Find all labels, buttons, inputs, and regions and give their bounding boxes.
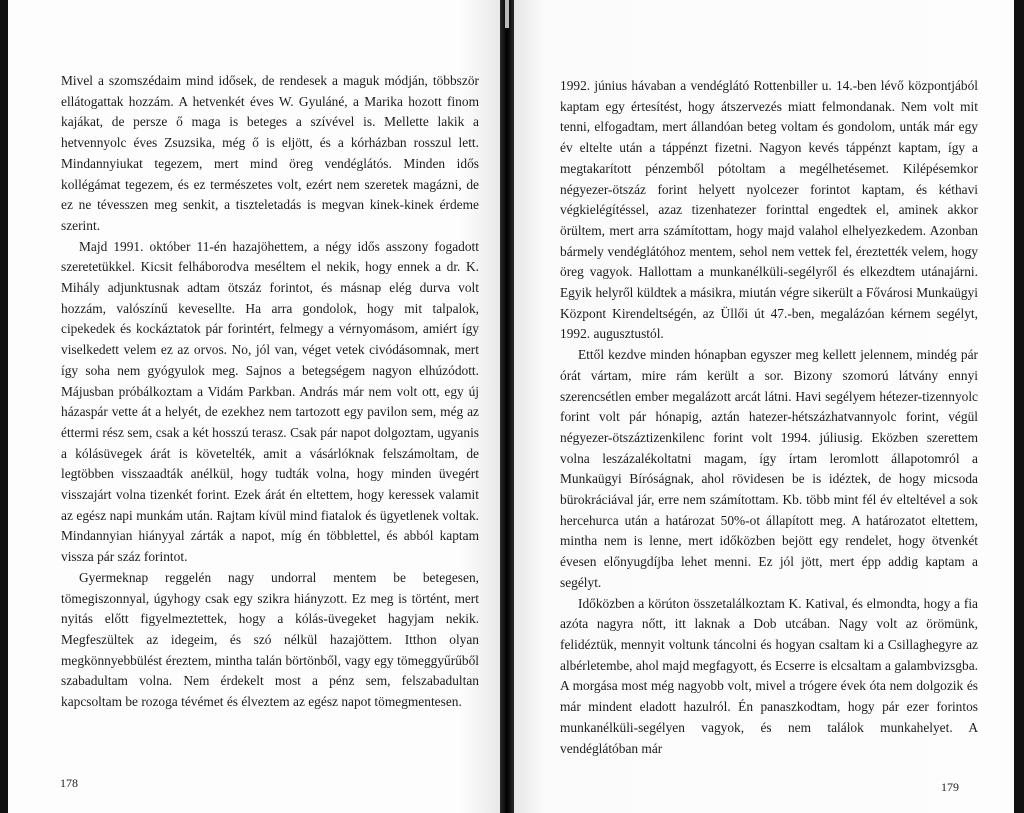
page-number-right: 179 (941, 780, 959, 794)
binding-mark (505, 0, 509, 28)
paragraph: Időközben a körúton összetalálkoztam K. Katival, és elmondta, hogy a fia azóta nagyra nőtt, itt laknak a Dob utcában. Nagy volt az örömünk, felidéztük, mennyit voltunk táncolni és hogyan csaltam ki a Csillaghegyre az albérletembe, ahol majd megfagyott, és Ecserre is elcsaltam a galambvizsgba. A morgása most még nagyobb volt, mivel a trógere évek óta nem dolgozik és már mindent eladott hazulról. Én panaszkodtam, hogy pár ezer forintos munkanélküli-segélyen vagyok, és nem találok munkahelyet. A vendéglátóban már (560, 595, 978, 756)
left-page-text (61, 71, 479, 713)
paragraph: Gyermeknap reggelén nagy undorral mentem be betegesen, tömegiszonnyal, úgyhogy csak egy szikra hiányzott. Ez meg is történt, mert nyitás előtt figyelmeztettek, hogy a kólás-üvegeket hagyjam nekik. Megfeszültek az idegeim, és szó nélkül hazajöttem. Itthon olyan megkönnyebbülést éreztem, mintha talán börtönből, vagy egy tömeggyűrűből szabadultam volna. Nem érdekelt most a pénz sem, felszabadultan kapcsoltam be rozoga tévémet és élveztem az egész napot tömegmentesen. (61, 569, 479, 710)
left-page (8, 0, 500, 813)
paragraph: Ettől kezdve minden hónapban egyszer meg kellett jelennem, mindég pár órát vártam, mire rám került a sor. Bizony szomorú látvány ennyi szerencsétlen ember megalázott arcát látni. Havi segélyem hétezer-tizennyolc forint volt pár hónapig, aztán hatezer-hétszázhatvannyolc forint, végül négyezer-ötszáztizenkilenc forint volt 1994. júliusig. Eközben szerettem volna leszázalékoltatni magam, így írtam leromlott állapotomról a Munkaügyi Bíróságnak, ahol rövidesen be is idéztek, de hogy micsoda bürokráciával jár, erre nem számítottam. Kb. több mint fél év elteltével a sok hercehurca után a határozat 50%-ot állapított meg. A határozatot eltettem, mintha nem is lenne, mert időközben bejött egy rendelet, hogy ötvenkét évesen előnyugdíjba lehet menni. Ez jól jött, mert épp addig kaptam a segélyt. (560, 347, 978, 590)
page-number-left: 178 (60, 776, 78, 790)
paragraph: Mivel a szomszédaim mind idősek, de rendesek a maguk módján, többször ellátogattak hozzám. A hetvenkét éves W. Gyuláné, a Marika hozott finom kajákat, de persze ő maga is beteges a szívével is. Mellette lakik a hetvennyolc éves Zsuzsika, még ő is eljött, és a kórházban rosszul lett. Mindannyiukat tegezem, mert mind öreg vendéglátós. Minden idős kollégámat tegezem, és ez természetes volt, ezért nem szeretek magázni, de ez ne tévesszen meg senkit, a tiszteletadás is megvan kinek-kinek érdeme szerint. (61, 73, 479, 233)
paragraph: Majd 1991. október 11-én hazajöhettem, a négy idős asszony fogadott szeretetükkel. Kicsit felháborodva meséltem el nekik, hogy ennek a dr. K. Mihály adjunktusnak adtam ötszáz forintot, és másnap elég durva volt hozzám, valószínű kevesellte. Ha arra gondolok, hogy mit talpalok, cipekedek és kockáztatok pár forintért, felmegy a vérnyomásom, amiért így viselkedett velem ez az orvos. No, jól van, véget vetek civódásomnak, mert így soha nem gyógyulok meg. Sajnos a betegségem nagyon elhúzódott. Májusban próbálkoztam a Vidám Parkban. András már nem volt ott, egy új házaspár vette át a helyét, de ezekhez nem tartozott egy pavilon sem, még az éttermi rész sem, csak a két hosszú terasz. Csak pár napot dolgoztam, ugyanis a kólásüvegek árát is követelték, amit a vásárlóknak felszámoltam, de legtöbben visszaadták anélkül, hogy tudták volna, hogy minden üvegért visszajárt volna tizenkét forint. Ezek árát én eltettem, hogy keressek valamit az egész napi munkám után. Rajtam kívül mind fiatalok és ügyetlenek voltak. Mindannyian hiányyal zárták a napot, míg én többlettel, és abból kaptam vissza pár száz forintot. (61, 238, 479, 565)
paragraph: 1992. június hávaban a vendéglátó Rottenbiller u. 14.-ben lévő központjából kaptam egy értesítést, hogy átszervezés miatt felmondanak. Nem volt mit tenni, elfogadtam, mert állandóan beteg voltam és gondolom, unták már egy év eltelte után a táppénzt fizetni. Nagyon kevés táppénzt kaptam, így a megtakarított pénzemből pótoltam a megélhetésemet. Kilépésemkor négyezer-ötszáz forint helyett nyolcezer forintot kaptam, és kéthavi végkielégítéssel, azaz tizenhatezer forinttal engedtek el, aminek akkor örültem, mert arra számítottam, hogy majd valahol elhelyezkedem. Azonban bármely vendéglátóhoz mentem, sehol nem vettek fel, éreztették velem, hogy öreg vagyok. Hallottam a munkanélküli-segélyről és elkezdtem utánajárni. Egyik helyről küldtek a másikra, miután végre sikerült a Fővárosi Munkaügyi Központ Kirendeltségén, az Üllői út 47.-ben, megalázóan kérnem segélyt, 1992. augusztustól. (560, 78, 978, 342)
book-gutter (500, 0, 514, 813)
right-page (514, 0, 1014, 813)
right-page-text (560, 76, 978, 759)
